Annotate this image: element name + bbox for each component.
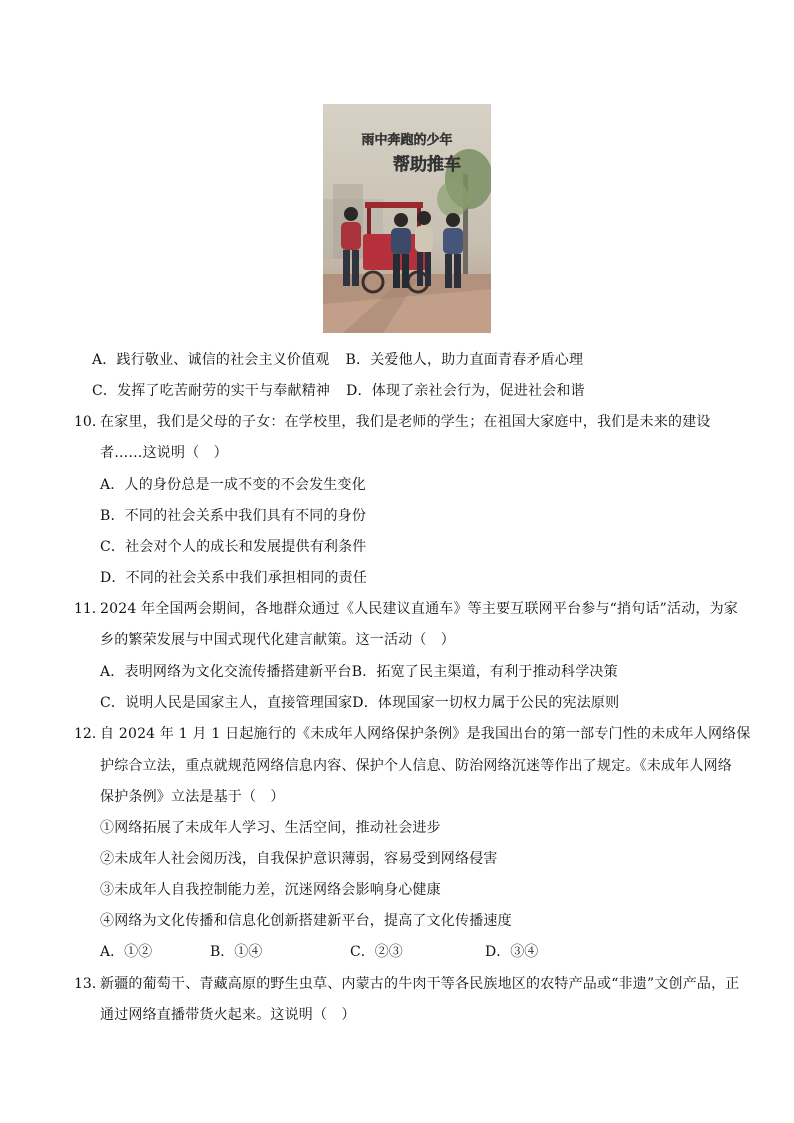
- q9-option-d: D．体现了亲社会行为，促进社会和谐: [346, 383, 585, 399]
- q11-options-row2: C．说明人民是国家主人，直接管理国家D．体现国家一切权力属于公民的宪法原则: [100, 695, 620, 711]
- q12-stem-line1: 自 2024 年 1 月 1 日起施行的《未成年人网络保护条例》是我国出台的第一部专门性的未成年人网络保: [100, 726, 751, 742]
- q9-option-c: C．发挥了吃苦耐劳的实干与奉献精神: [92, 383, 331, 399]
- q12-item-4: ④网络为文化传播和信息化创新搭建新平台，提高了文化传播速度: [100, 913, 512, 929]
- q10-stem-line2: 者……这说明（ ）: [100, 445, 228, 461]
- q11-options-row1: A．表明网络为文化交流传播搭建新平台B．拓宽了民主渠道，有利于推动科学决策: [100, 664, 618, 680]
- illustration-title-line2: 帮助推车: [393, 155, 461, 175]
- q10-option-b: B．不同的社会关系中我们具有不同的身份: [100, 508, 367, 524]
- q12-choices: [100, 942, 538, 962]
- q10-option-a: A．人的身份总是一成不变的不会发生变化: [100, 477, 366, 493]
- q12-choice-c: C．②③: [350, 944, 403, 960]
- q13-stem-line1: 新疆的葡萄干、青藏高原的野生虫草、内蒙古的牛肉干等各民族地区的农特产品或“非遗”文创产品，正: [100, 976, 740, 992]
- q9-option-a: A．践行敬业、诚信的社会主义价值观: [92, 352, 330, 368]
- q9-options-row1: [92, 350, 583, 370]
- q12-choice-d: D．③④: [485, 944, 539, 960]
- q9-option-b: B．关爱他人，助力直面青春矛盾心理: [345, 352, 584, 368]
- q10-number: 10．: [74, 414, 106, 430]
- q10-stem-line1: 在家里，我们是父母的子女：在学校里，我们是老师的学生；在祖国大家庭中，我们是未来的建设: [100, 414, 711, 430]
- q12-choice-a: A．①②: [100, 944, 153, 960]
- q12-choice-b: B．①④: [210, 944, 263, 960]
- q10-option-c: C．社会对个人的成长和发展提供有利条件: [100, 539, 367, 555]
- q13-stem-line2: 通过网络直播带货火起来。这说明（ ）: [100, 1007, 356, 1023]
- q11-stem-line1: 2024 年全国两会期间，各地群众通过《人民建议直通车》等主要互联网平台参与“捎句话”活动，为家: [100, 601, 738, 617]
- illustration-students-pushing-cart: [323, 104, 491, 333]
- q12-item-3: ③未成年人自我控制能力差，沉迷网络会影响身心健康: [100, 882, 441, 898]
- q12-number: 12．: [74, 726, 106, 742]
- q9-options-row2: [92, 381, 585, 401]
- illustration-title-line1: 雨中奔跑的少年: [361, 133, 453, 148]
- q12-stem-line2: 护综合立法，重点就规范网络信息内容、保护个人信息、防治网络沉迷等作出了规定。《未成年人网络: [100, 758, 732, 774]
- q12-item-2: ②未成年人社会阅历浅，自我保护意识薄弱，容易受到网络侵害: [100, 851, 498, 867]
- q11-number: 11．: [74, 601, 106, 617]
- illustration-svg: [323, 104, 491, 333]
- q11-stem-line2: 乡的繁荣发展与中国式现代化建言献策。这一活动（ ）: [100, 632, 455, 648]
- q10-option-d: D．不同的社会关系中我们承担相同的责任: [100, 570, 368, 586]
- q12-stem-line3: 保护条例》立法是基于（ ）: [100, 789, 285, 805]
- q12-item-1: ①网络拓展了未成年人学习、生活空间，推动社会进步: [100, 820, 441, 836]
- q13-number: 13．: [74, 976, 106, 992]
